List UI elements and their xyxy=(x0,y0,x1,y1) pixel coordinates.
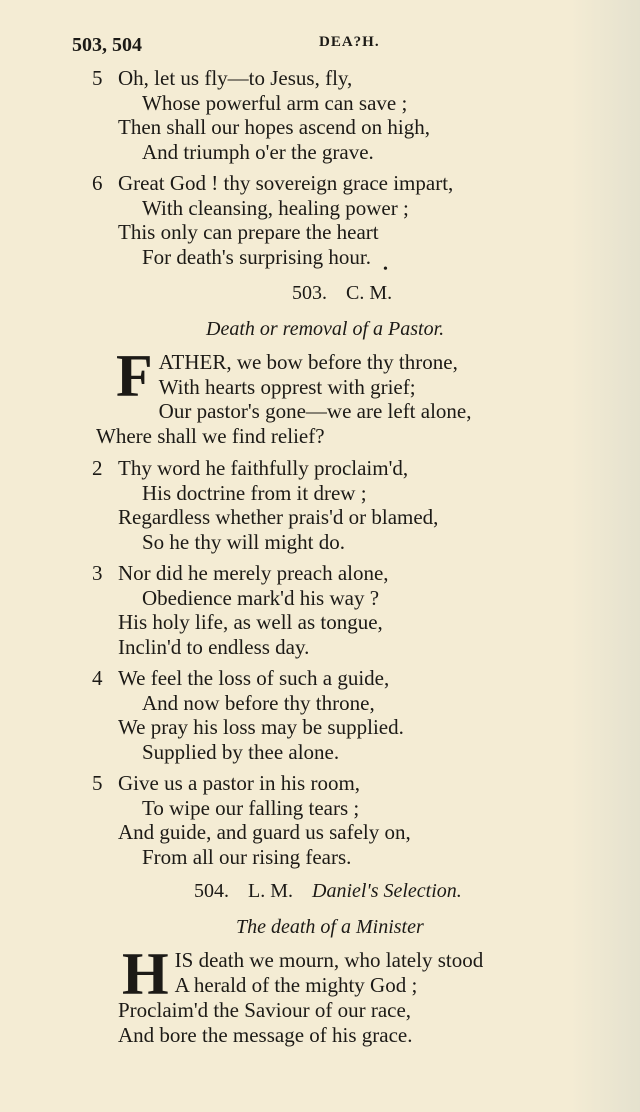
verse-number: 3 xyxy=(92,561,103,585)
verse xyxy=(92,771,552,869)
verse-line: Great God ! thy sovereign grace impart, xyxy=(118,171,454,195)
drop-cap: F xyxy=(116,343,153,409)
verse xyxy=(92,666,552,764)
verse-number: 4 xyxy=(92,666,103,690)
verse-number: 5 xyxy=(92,66,103,90)
verse-line: Where shall we find relief? xyxy=(96,423,325,448)
verse-line: Oh, let us fly—to Jesus, fly, xyxy=(118,66,353,90)
page-numbers: 503, 504 xyxy=(72,34,142,56)
hymn-503-heading xyxy=(292,282,392,305)
verse xyxy=(92,456,552,554)
verse-line: Whose powerful arm can save ; xyxy=(142,90,408,115)
verse xyxy=(92,66,552,164)
verse xyxy=(92,561,552,659)
verse-number: 5 xyxy=(92,771,103,795)
verse-line: And triumph o'er the grave. xyxy=(142,139,374,164)
previous-hymn-verses xyxy=(92,66,552,276)
verse-number: 6 xyxy=(92,171,103,195)
ornament-dot: • xyxy=(383,262,388,277)
hymn-number: 503. xyxy=(292,282,327,304)
hymn-503-first-verse xyxy=(96,343,566,448)
verse-line: Regardless whether prais'd or blamed, xyxy=(118,505,439,529)
verse-line: Give us a pastor in his room, xyxy=(118,771,361,795)
verse-line: With cleansing, healing power ; xyxy=(142,195,409,220)
verse-line: His doctrine from it drew ; xyxy=(142,480,367,505)
hymn-504-heading xyxy=(194,880,462,903)
verse-line: Proclaim'd the Saviour of our race, xyxy=(118,998,412,1022)
verse-line: Obedience mark'd his way ? xyxy=(142,585,380,610)
verse-line: ATHER, we bow before thy throne, xyxy=(158,350,458,374)
drop-cap: H xyxy=(122,941,169,1007)
verse-line: From all our rising fears. xyxy=(142,844,352,869)
verse-line: Thy word he faithfully proclaim'd, xyxy=(118,456,409,480)
hymn-504-first-verse xyxy=(118,941,562,1047)
verse-line: We feel the loss of such a guide, xyxy=(118,666,390,690)
running-title: DEA?H. xyxy=(319,34,380,50)
verse-line: IS death we mourn, who lately stood xyxy=(174,948,484,972)
hymn-503-title: Death or removal of a Pastor. xyxy=(206,318,445,340)
verse-line: For death's surprising hour. xyxy=(142,244,371,269)
hymn-meter: L. M. xyxy=(248,880,293,902)
hymn-source: Daniel's Selection. xyxy=(312,880,462,902)
verse-number: 2 xyxy=(92,456,103,480)
verse-line: Then shall our hopes ascend on high, xyxy=(118,115,431,139)
verse-line: So he thy will might do. xyxy=(142,529,346,554)
hymn-number: 504. xyxy=(194,880,229,902)
verse-line: A herald of the mighty God ; xyxy=(174,972,418,997)
verse-line: Inclin'd to endless day. xyxy=(118,634,310,659)
verse-line: Our pastor's gone—we are left alone, xyxy=(158,399,472,423)
verse-line: We pray his loss may be supplied. xyxy=(118,715,404,739)
verse-line: His holy life, as well as tongue, xyxy=(118,610,383,634)
hymn-503-verses xyxy=(92,456,552,876)
hymn-meter: C. M. xyxy=(346,282,393,304)
verse-line: And now before thy throne, xyxy=(142,690,375,715)
verse-line: To wipe our falling tears ; xyxy=(142,795,360,820)
verse-line: This only can prepare the heart xyxy=(118,220,379,244)
hymn-504-title: The death of a Minister xyxy=(236,916,424,938)
verse xyxy=(92,171,552,269)
verse-line: With hearts opprest with grief; xyxy=(158,374,416,399)
verse-line: And guide, and guard us safely on, xyxy=(118,820,411,844)
verse-line: Supplied by thee alone. xyxy=(142,739,340,764)
verse-line: And bore the message of his grace. xyxy=(118,1022,413,1047)
verse-line: Nor did he merely preach alone, xyxy=(118,561,389,585)
